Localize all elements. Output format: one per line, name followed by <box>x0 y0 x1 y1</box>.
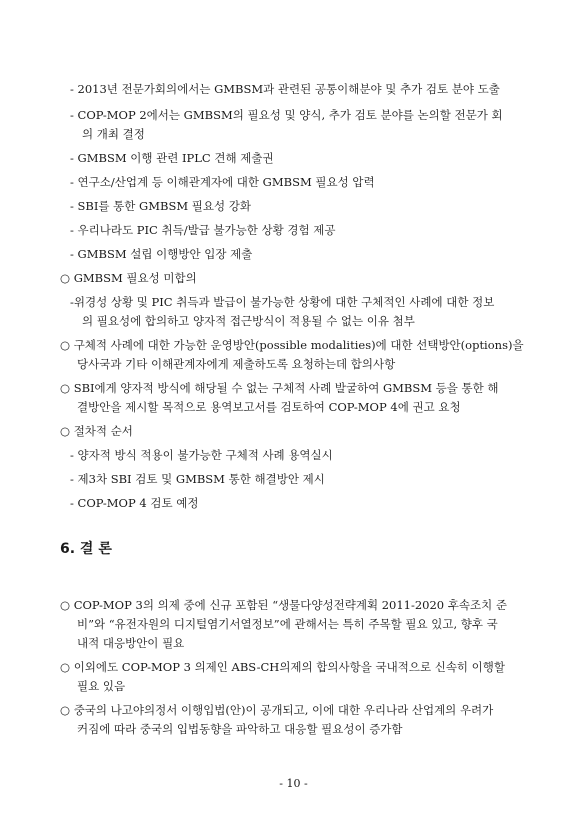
dash-item: - GMBSM 설립 이행방안 입장 제출 <box>70 247 253 261</box>
bullet-item: ○ 구체적 사례에 대한 가능한 운영방안(possible modalities)에 대한 선택방안(options)을 <box>60 338 524 352</box>
dash-item: - 2013년 전문가회의에서는 GMBSM과 관련된 공통이해분야 및 추가 검토 분야 도출 <box>70 82 500 96</box>
bullet-item-continuation: 커짐에 따라 중국의 입법동향을 파악하고 대응할 필요성이 증가함 <box>77 722 403 736</box>
dash-item: - 제3차 SBI 검토 및 GMBSM 통한 해결방안 제시 <box>70 472 325 486</box>
dash-item: - 우리나라도 PIC 취득/발급 불가능한 상황 경험 제공 <box>70 223 336 237</box>
bullet-item-continuation: 당사국과 기타 이해관계자에게 제출하도록 요청하는데 합의사항 <box>77 357 396 371</box>
page-number: - 10 - <box>279 777 308 790</box>
dash-item: - SBI를 통한 GMBSM 필요성 강화 <box>70 199 251 213</box>
bullet-item: ○ SBI에게 양자적 방식에 해당될 수 없는 구체적 사례 발굴하여 GMBSM 등을 통한 해 <box>60 381 499 395</box>
bullet-item-continuation: 내적 대응방안이 필요 <box>77 636 185 650</box>
dash-item: - COP-MOP 4 검토 예정 <box>70 496 199 510</box>
dash-item-continuation: 의 개최 결정 <box>82 127 145 141</box>
bullet-item: ○ GMBSM 필요성 미합의 <box>60 271 197 285</box>
bullet-item-continuation: 필요 있음 <box>77 679 126 693</box>
dash-item: - 양자적 방식 적용이 불가능한 구체적 사례 용역실시 <box>70 448 333 462</box>
bullet-item: ○ 이외에도 COP-MOP 3 의제인 ABS-CH의제의 합의사항을 국내적으로 신속히 이행할 <box>60 660 506 674</box>
bullet-item: ○ COP-MOP 3의 의제 중에 신규 포함된 “생물다양성전략계획 2011-2020 후속조치 준 <box>60 598 507 612</box>
dash-item-continuation: 의 필요성에 합의하고 양자적 접근방식이 적용될 수 없는 이유 첨부 <box>82 314 415 328</box>
bullet-item-continuation: 결방안을 제시할 목적으로 용역보고서를 검토하여 COP-MOP 4에 권고 요청 <box>77 400 461 414</box>
dash-item: - COP-MOP 2에서는 GMBSM의 필요성 및 양식, 추가 검토 분야를 논의할 전문가 회 <box>70 108 503 122</box>
bullet-item-continuation: 비”와 “유전자원의 디지털염기서열정보”에 관해서는 특히 주목할 필요 있고, 향후 국 <box>77 617 498 631</box>
dash-item: -위경성 상황 및 PIC 취득과 발급이 불가능한 상황에 대한 구체적인 사례에 대한 정보 <box>70 295 495 309</box>
section-heading: 6. 결 론 <box>60 541 112 557</box>
bullet-item: ○ 중국의 나고야의정서 이행입법(안)이 공개되고, 이에 대한 우리나라 산업계의 우려가 <box>60 703 494 717</box>
dash-item: - 연구소/산업계 등 이해관계자에 대한 GMBSM 필요성 압력 <box>70 175 375 189</box>
dash-item: - GMBSM 이행 관련 IPLC 견해 제출권 <box>70 151 274 165</box>
bullet-item: ○ 절차적 순서 <box>60 424 133 438</box>
